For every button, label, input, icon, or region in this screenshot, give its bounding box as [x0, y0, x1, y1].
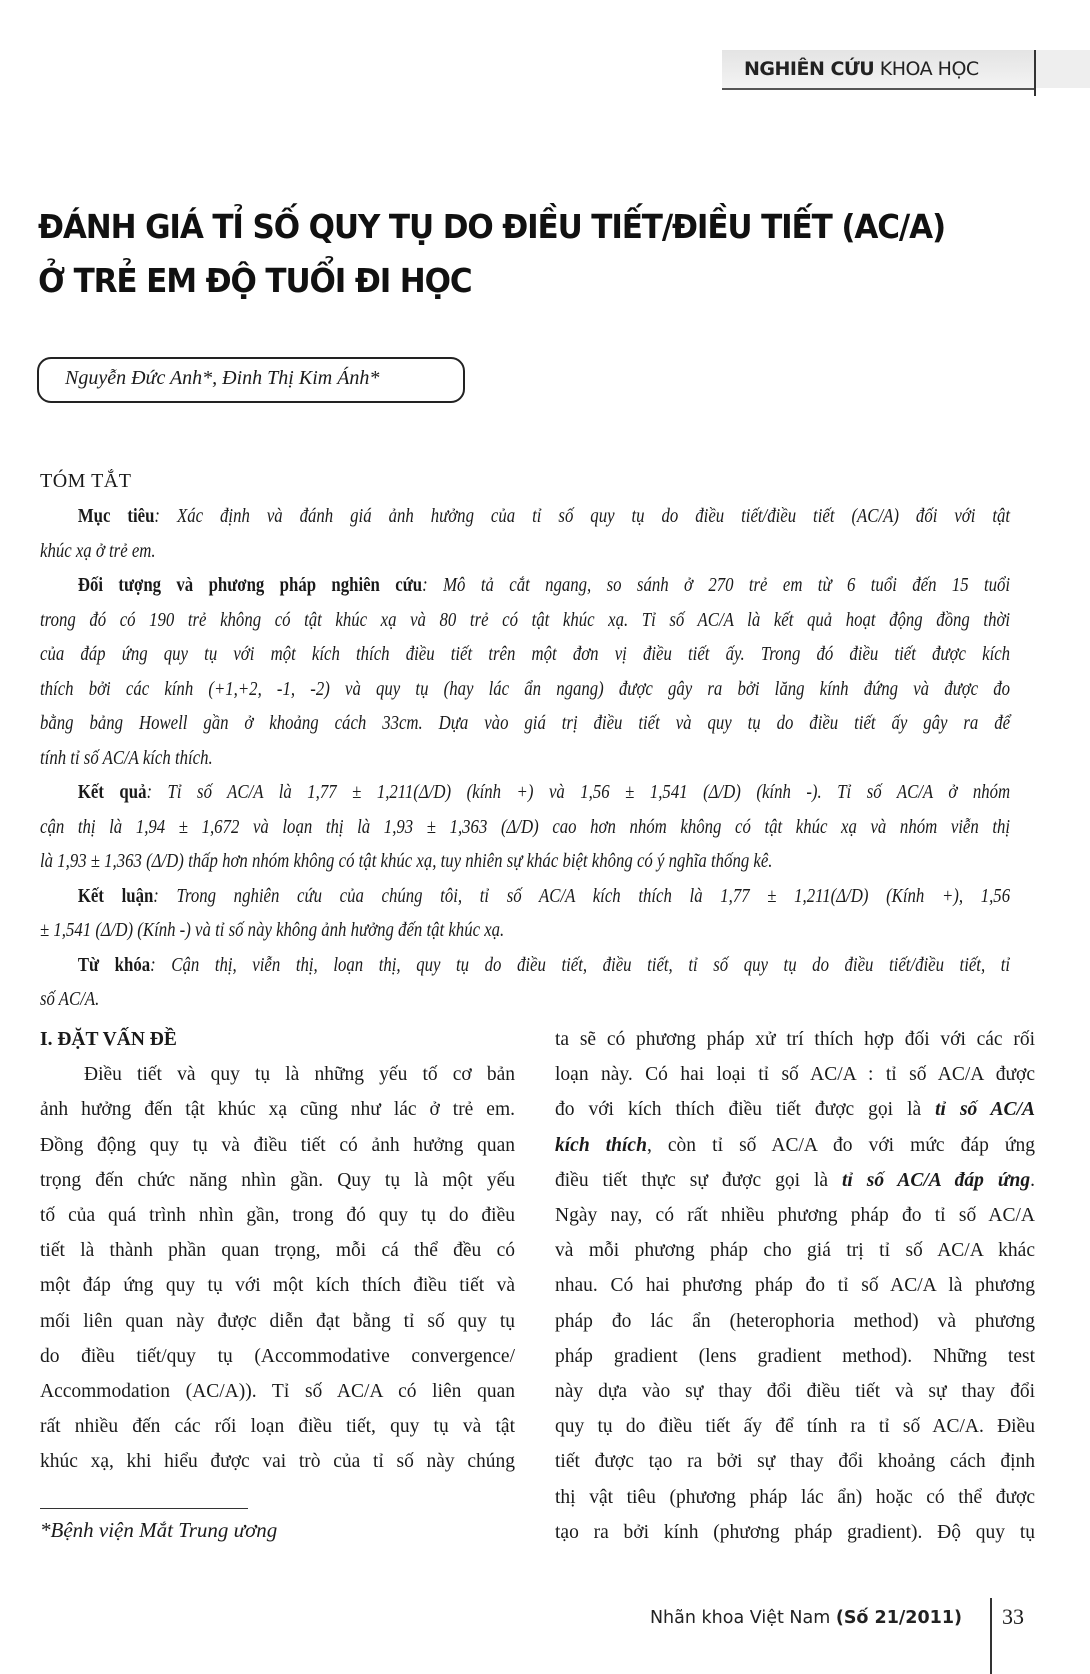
abstract-text: cận thị là 1,94 ± 1,672 và loạn thị là 1,93 ± 1,363 (Δ/D) cao hơn nhóm không có tật khúc xạ và nhóm viễn thị: [40, 816, 1011, 838]
section-label-bold: NGHIÊN CỨU: [744, 58, 875, 80]
body-text: thị vật tiêu (phương pháp lác ẩn) hoặc có thể được: [555, 1486, 1035, 1508]
abstract-text: thích bởi các kính (+1,+2, -1, -2) và quy tụ (hay lác ẩn ngang) được gây ra bởi lăng kính đứng và được đo: [40, 678, 1011, 700]
body-text: Ngày nay, có rất nhiều phương pháp đo tỉ số AC/A: [555, 1205, 1035, 1227]
abstract-text: bằng bảng Howell gần ở khoảng cách 33cm. Dựa vào giá trị điều tiết và quy tụ do điều tiết ấy gây ra để: [40, 713, 1011, 734]
abstract: [40, 500, 1010, 1018]
abstract-text: của đáp ứng quy tụ với một kích thích điều tiết trên một đơn vị điều tiết ấy. Trong đó điều tiết được kích: [40, 644, 1011, 665]
section-heading: I. ĐẶT VẤN ĐỀ: [40, 1029, 177, 1050]
body-text: loạn này. Có hai loại tỉ số AC/A : tỉ số AC/A được: [555, 1064, 1035, 1086]
abstract-line: [40, 776, 1010, 811]
body-text: ta sẽ có phương pháp xử trí thích hợp đối với các rối: [555, 1029, 1035, 1050]
body-line: [555, 1339, 1035, 1374]
body-text: đo với kích thích điều tiết được gọi là: [555, 1099, 936, 1121]
body-line: [555, 1198, 1035, 1233]
body-line: [555, 1163, 1035, 1198]
abstract-line: [40, 949, 1010, 984]
left-column: [40, 1022, 515, 1480]
issue: (Số 21/2011): [835, 1608, 962, 1628]
abstract-line: [40, 535, 1010, 570]
body-line: tiết là thành phần quan trọng, mỗi cá thể đều có: [40, 1240, 515, 1262]
abstract-label: Kết luận: [77, 885, 154, 907]
right-column: [555, 1022, 1035, 1550]
body-text: điều tiết thực sự được gọi là: [555, 1169, 842, 1191]
body-line: do điều tiết/quy tụ (Accommodative convergence/: [40, 1345, 515, 1367]
authors: Nguyễn Đức Anh*, Đinh Thị Kim Ánh*: [65, 367, 380, 389]
body-text: quy tụ do điều tiết ấy để tính ra tỉ số AC/A. Điều: [555, 1416, 1035, 1438]
body-text: và mỗi phương pháp cho giá trị tỉ số AC/A khác: [555, 1240, 1035, 1262]
body-line: ảnh hưởng đến tật khúc xạ cũng như lác ở trẻ em.: [40, 1099, 515, 1121]
abstract-text: trong đó có 190 trẻ không có tật khúc xạ và 80 trẻ có tật khúc xạ. Tỉ số AC/A là kết quả hoạt động đồng thời: [40, 609, 1011, 631]
abstract-heading: TÓM TẮT: [40, 470, 132, 492]
abstract-text: khúc xạ ở trẻ em.: [40, 540, 156, 562]
abstract-text: tính tỉ số AC/A kích thích.: [40, 747, 213, 769]
journal-name: Nhãn khoa Việt Nam: [649, 1608, 831, 1628]
abstract-line: [40, 914, 1010, 949]
authors-box: [37, 357, 465, 403]
abstract-line: [40, 500, 1010, 535]
body-text: .: [1030, 1169, 1035, 1191]
abstract-text: số AC/A.: [40, 989, 100, 1010]
body-line: [555, 1268, 1035, 1303]
emphasis-text: tỉ số AC/A đáp ứng: [841, 1169, 1031, 1191]
footnote: *Bệnh viện Mắt Trung ương: [40, 1518, 278, 1542]
abstract-label: Từ khóa: [77, 954, 151, 976]
page-number: 33: [1002, 1604, 1024, 1629]
abstract-text: : Trong nghiên cứu của chúng tôi, tỉ số AC/A kích thích là 1,77 ± 1,211(Δ/D) (Kính +), 1,56: [153, 885, 1011, 907]
body-text: tạo ra bởi kính (phương pháp gradient). Độ quy tụ: [555, 1521, 1035, 1543]
emphasis-text: kích thích: [555, 1134, 647, 1156]
body-line: [555, 1444, 1035, 1479]
body-line: một đáp ứng quy tụ với một kích thích điều tiết và: [40, 1275, 515, 1297]
header-divider: [1034, 50, 1036, 96]
article-title: [38, 200, 945, 308]
section-header: [722, 50, 1034, 90]
abstract-line: [40, 638, 1010, 673]
body-text: tiết được tạo ra bởi sự thay đổi khoảng cách định: [555, 1451, 1035, 1473]
footer: [650, 1608, 962, 1628]
body-line: [555, 1480, 1035, 1515]
abstract-line: [40, 845, 1010, 880]
body-line: [555, 1057, 1035, 1092]
body-line: tố của quá trình nhìn gần, trong đó quy tụ do điều: [40, 1205, 515, 1227]
abstract-text: ± 1,541 (Δ/D) (Kính -) và tỉ số này không ảnh hưởng đến tật khúc xạ.: [40, 920, 505, 941]
body-line: [555, 1374, 1035, 1409]
header-tab-edge: [1036, 50, 1090, 88]
footer-divider: [990, 1598, 992, 1674]
body-line: Điều tiết và quy tụ là những yếu tố cơ bản: [84, 1064, 515, 1086]
body-line: Accommodation (AC/A)). Tỉ số AC/A có liên quan: [40, 1381, 515, 1403]
body-line: [555, 1092, 1035, 1127]
footnote-rule: [40, 1508, 248, 1509]
abstract-label: Đối tượng và phương pháp nghiên cứu: [77, 575, 423, 596]
abstract-line: [40, 707, 1010, 742]
abstract-line: [40, 569, 1010, 604]
abstract-label: Mục tiêu: [77, 506, 155, 527]
section-label: KHOA HỌC: [879, 58, 979, 80]
abstract-line: [40, 742, 1010, 777]
abstract-line: [40, 673, 1010, 708]
body-line: [555, 1022, 1035, 1057]
body-line: rất nhiều đến các rối loạn điều tiết, quy tụ và tật: [40, 1416, 515, 1438]
body-line: mối liên quan này được diễn đạt bằng tỉ số quy tụ: [40, 1310, 515, 1332]
abstract-text: : Tỉ số AC/A là 1,77 ± 1,211(Δ/D) (kính +) và 1,56 ± 1,541 (Δ/D) (kính -). Tỉ số AC/A ở nhóm: [146, 782, 1011, 803]
body-line: Đồng động quy tụ và điều tiết có ảnh hưởng quan: [40, 1134, 515, 1156]
body-text: nhau. Có hai phương pháp đo tỉ số AC/A là phương: [555, 1275, 1035, 1297]
abstract-text: là 1,93 ± 1,363 (Δ/D) thấp hơn nhóm không có tật khúc xạ, tuy nhiên sự khác biệt không có ý nghĩa thống kê.: [40, 851, 773, 872]
body-line: trọng đến chức năng nhìn gần. Quy tụ là một yếu: [40, 1169, 515, 1191]
abstract-line: [40, 811, 1010, 846]
body-text: này dựa vào sự thay đổi điều tiết và sự thay đổi: [555, 1381, 1035, 1403]
title-line-1: ĐÁNH GIÁ TỈ SỐ QUY TỤ DO ĐIỀU TIẾT/ĐIỀU TIẾT (AC/A): [38, 207, 946, 246]
body-text: , còn tỉ số AC/A đo với mức đáp ứng: [646, 1134, 1035, 1156]
body-text: pháp gradient (lens gradient method). Những test: [555, 1345, 1035, 1367]
emphasis-text: tỉ số AC/A: [935, 1099, 1035, 1121]
abstract-line: [40, 604, 1010, 639]
body-text: pháp đo lác ẩn (heterophoria method) và phương: [555, 1310, 1035, 1332]
abstract-text: : Mô tả cắt ngang, so sánh ở 270 trẻ em từ 6 tuổi đến 15 tuổi: [422, 575, 1011, 596]
body-line: [555, 1515, 1035, 1550]
body-line: [555, 1233, 1035, 1268]
title-line-2: Ở TRẺ EM ĐỘ TUỔI ĐI HỌC: [38, 261, 472, 300]
abstract-text: : Xác định và đánh giá ảnh hưởng của tỉ số quy tụ do điều tiết/điều tiết (AC/A) đối với tật: [154, 506, 1011, 527]
abstract-line: [40, 880, 1010, 915]
body-line: khúc xạ, khi hiểu được vai trò của tỉ số này chúng: [40, 1451, 515, 1473]
abstract-text: : Cận thị, viễn thị, loạn thị, quy tụ do điều tiết, điều tiết, tỉ số quy tụ do điều tiết/điều tiết, tỉ: [150, 954, 1011, 976]
body-line: [555, 1128, 1035, 1163]
body-line: [555, 1304, 1035, 1339]
abstract-line: [40, 983, 1010, 1018]
abstract-label: Kết quả: [77, 782, 147, 803]
body-line: [555, 1409, 1035, 1444]
